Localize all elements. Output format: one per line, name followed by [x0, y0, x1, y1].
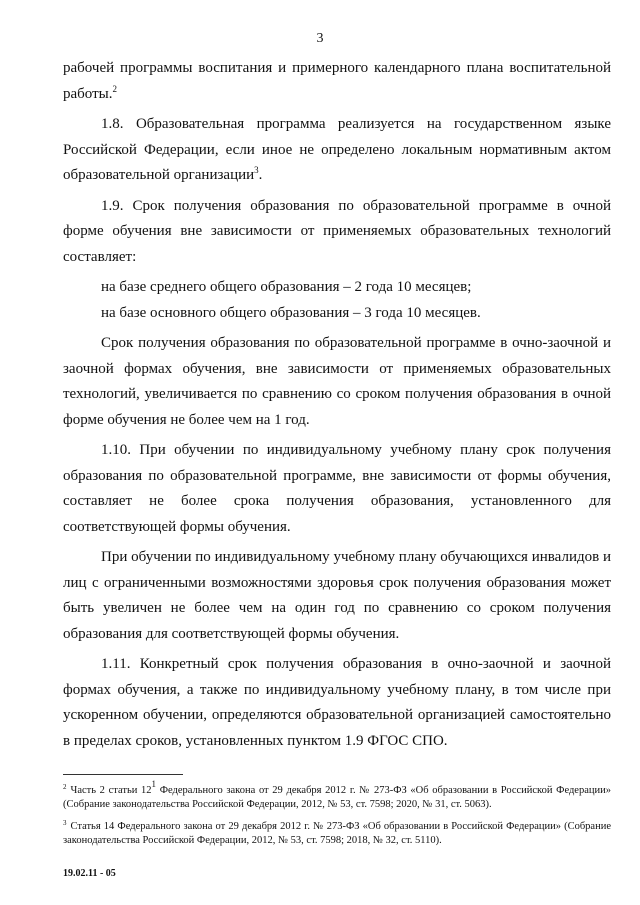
paragraph-1-10: 1.10. При обучении по индивидуальному учебному плану срок получения образования по образовательной программе, вне зависимости от формы обучения, составляет не более срока получения образования, установленного для соответствующей формы обучения. — [63, 442, 611, 535]
footnote-2: $^2$ Часть 2 статьи $12^1$ Федерального закона от 29 декабря 2012 г. № 273-ФЗ «Об образовании в Российской Федерации» (Собрание законодательства Российской Федерации, 2012, № 53, ст. 7598; 2020, № 31, ст. 5063). — [63, 779, 611, 810]
paragraph-1-8: 1.8. Образовательная программа реализуется на государственном языке Российской Федерации, если иное не определено локальным нормативным актом образовательной организации$^3$. — [63, 116, 611, 183]
document-body — [63, 56, 611, 759]
paragraph-continuation: рабочей программы воспитания и примерного календарного плана воспитательной работы.$^2$ — [63, 60, 611, 102]
footnotes — [63, 780, 611, 852]
footnote-ref-3[interactable]: 3 — [254, 165, 259, 175]
paragraph-1-9: 1.9. Срок получения образования по образовательной программе в очной форме обучения вне зависимости от применяемых образовательных технологий составляет: — [63, 197, 611, 265]
paragraph-disabilities: При обучении по индивидуальному учебному плану обучающихся инвалидов и лиц с ограниченными возможностями здоровья срок получения образования может быть увеличен не более чем на один год по сравнению со сроком получения образования для соответствующей формы обучения. — [63, 549, 611, 642]
footnote-3: $^3$ Статья 14 Федерального закона от 29 декабря 2012 г. № 273-ФЗ «Об образовании в Российской Федерации» (Собрание законодательства Российской Федерации, 2012, № 53, ст. 7598; 2018, № 32, ст. 5110). — [63, 819, 611, 846]
footnote-ref-2[interactable]: 2 — [112, 83, 117, 94]
document-code: 19.02.11 - 05 — [63, 868, 116, 879]
page-number: 3 — [316, 31, 324, 46]
list-item-secondary: на базе среднего общего образования – 2 года 10 месяцев; — [101, 279, 472, 295]
footnote-divider — [63, 774, 183, 775]
paragraph-1-11: 1.11. Конкретный срок получения образования в очно-заочной и заочной формах обучения, а также по индивидуальному учебному плану, в том числе при ускоренном обучении, определяются образовательной организацией самостоятельно в пределах сроков, установленных пунктом 1.9 ФГОС СПО. — [63, 656, 611, 749]
paragraph-part-time: Срок получения образования по образовательной программе в очно-заочной и заочной формах обучения, вне зависимости от применяемых образовательных технологий, увеличивается по сравнению со сроком получения образования в очной форме обучения не более чем на 1 год. — [63, 335, 611, 428]
list-item-basic: на базе основного общего образования – 3 года 10 месяцев. — [101, 304, 481, 321]
